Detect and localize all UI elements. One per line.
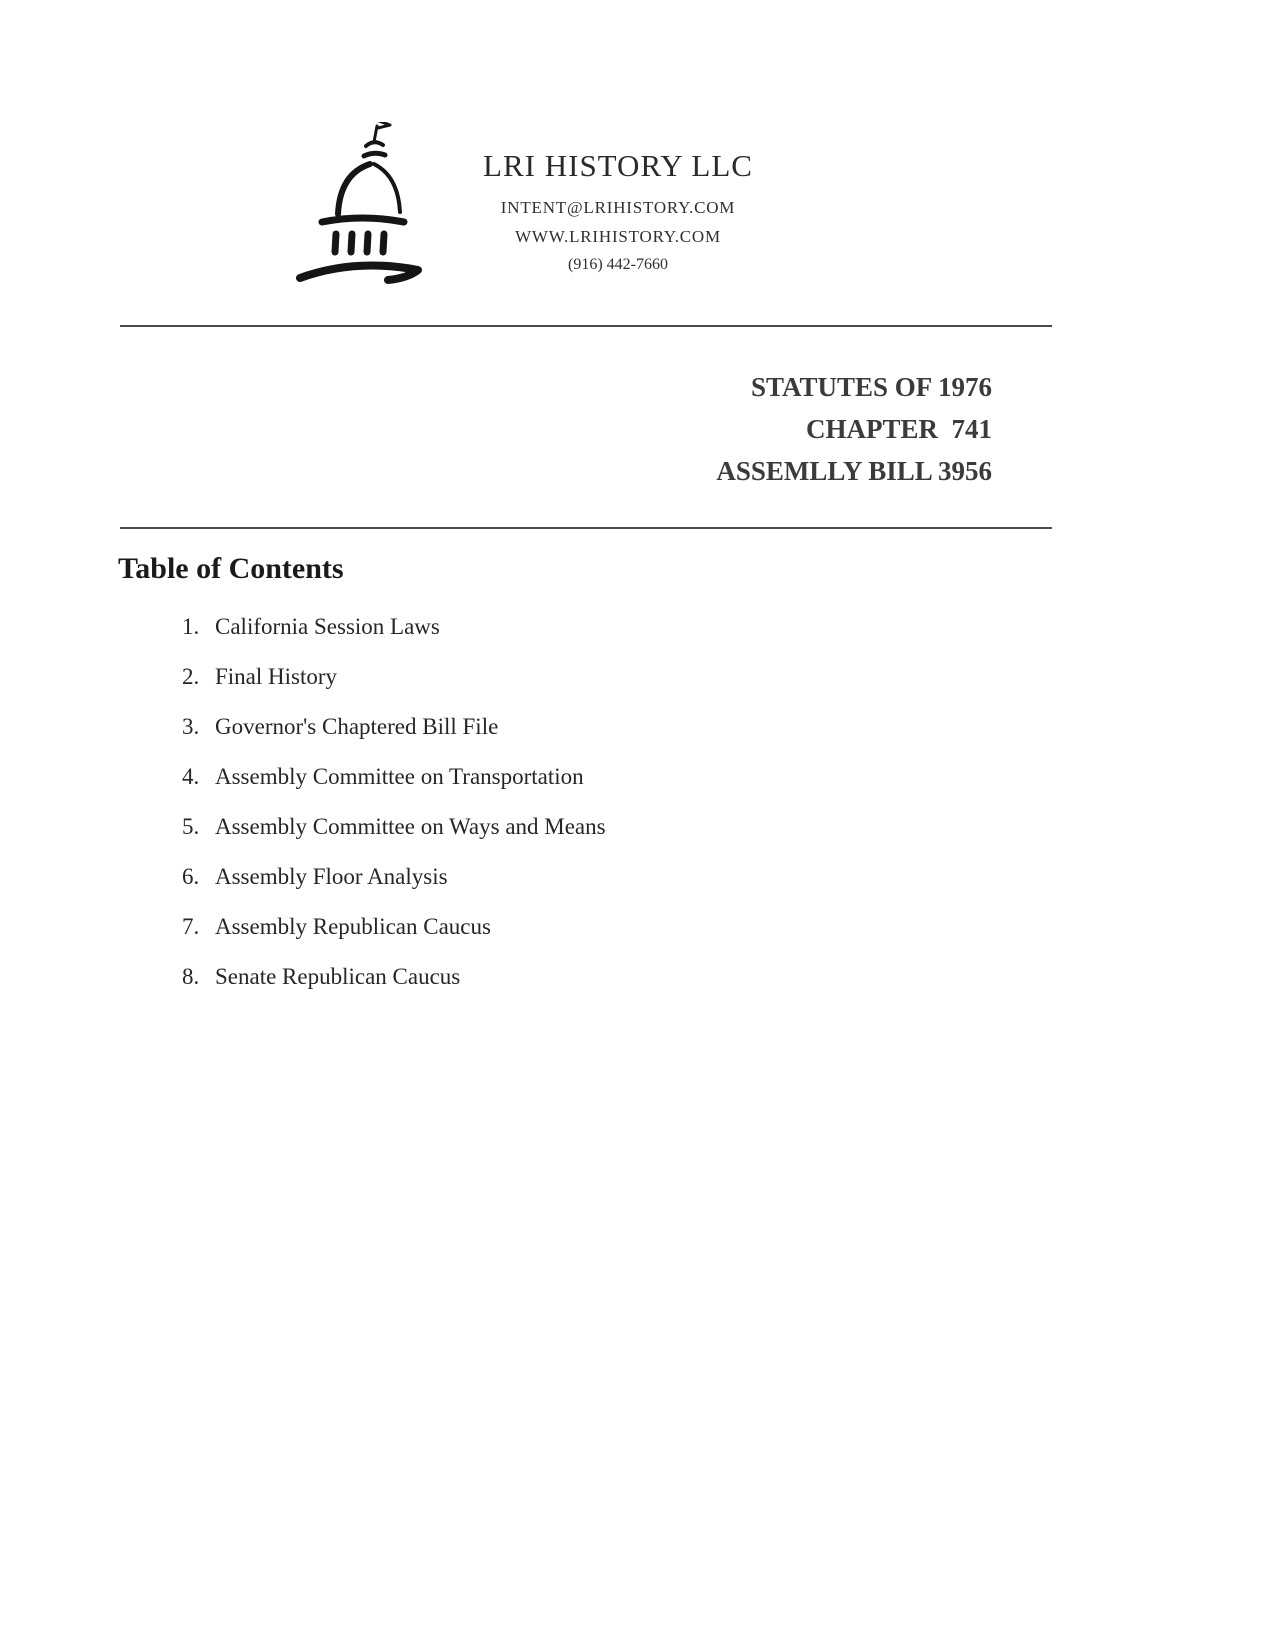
company-website: WWW.LRIHISTORY.COM [515,227,721,246]
assembly-bill-line: ASSEMLLY BILL 3956 [716,456,992,486]
toc-item: 3. Governor's Chaptered Bill File [205,714,1018,740]
statute-title-block [716,366,992,492]
toc-item: 6. Assembly Floor Analysis [205,864,1018,890]
chapter-line: CHAPTER 741 [805,414,992,444]
company-email: INTENT@LRIHISTORY.COM [500,198,736,217]
capitol-dome-logo-icon [292,122,452,292]
table-of-contents [118,552,1018,1014]
divider-top [120,325,1052,327]
toc-item: 7. Assembly Republican Caucus [205,914,1018,940]
statutes-year-line: STATUTES OF 1976 [750,372,992,402]
toc-list [118,614,1018,990]
letterhead [448,148,788,274]
toc-item: 1. California Session Laws [205,614,1018,640]
toc-item: 2. Final History [205,664,1018,690]
divider-bottom [120,527,1052,529]
toc-item: 4. Assembly Committee on Transportation [205,764,1018,790]
toc-item: 8. Senate Republican Caucus [205,964,1018,990]
company-phone: (916) 442-7660 [568,256,668,273]
toc-item: 5. Assembly Committee on Ways and Means [205,814,1018,840]
company-name: LRI HISTORY LLC [483,148,753,183]
toc-heading: Table of Contents [118,552,344,585]
